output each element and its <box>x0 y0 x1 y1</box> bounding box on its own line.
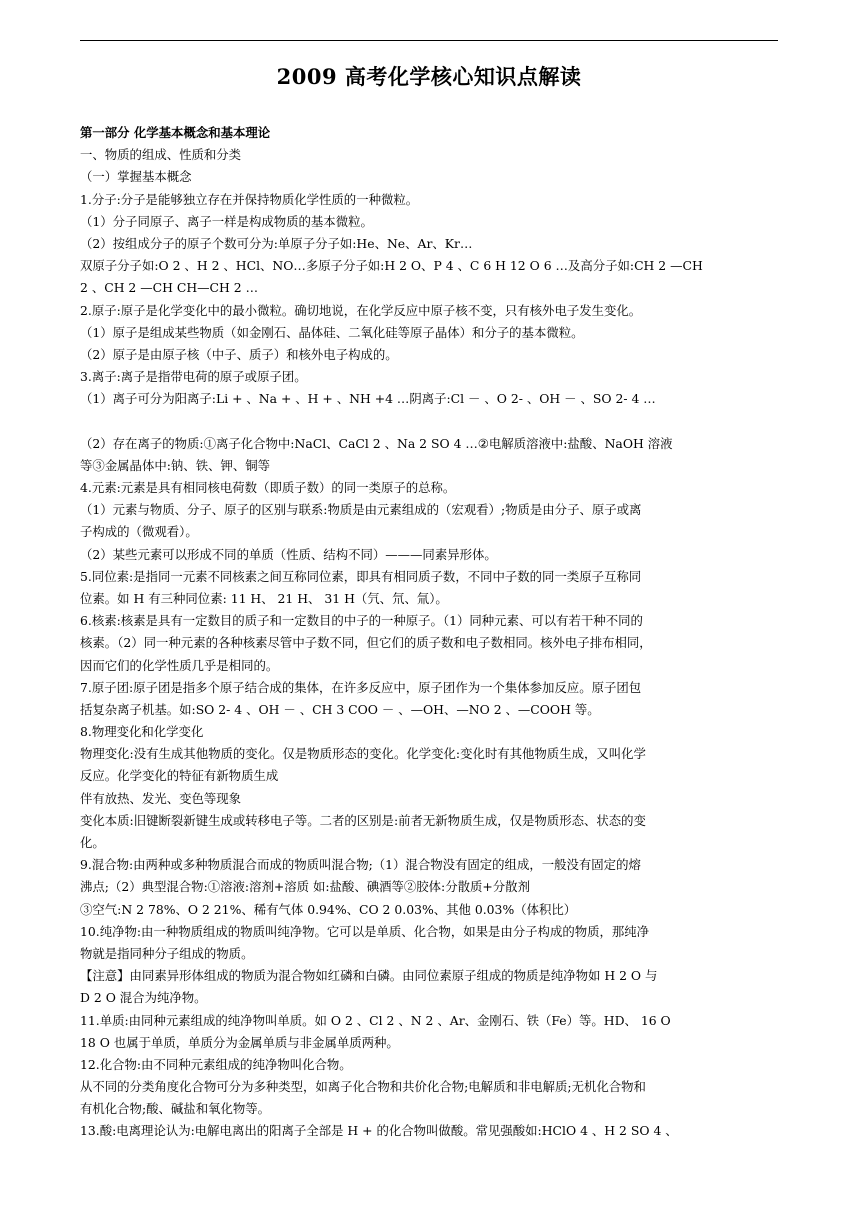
text-line: 8.物理变化和化学变化 <box>80 724 204 740</box>
text-line: 18 O 也属于单质，单质分为金属单质与非金属单质两种。 <box>80 1034 399 1050</box>
document-body <box>80 122 778 1143</box>
text-line: 伴有放热、发光、变色等现象 <box>80 790 242 806</box>
text-line: 括复杂离子机基。如:SO 2- 4 、OH － 、CH 3 COO － 、—OH、—NO 2 、—COOH 等。 <box>80 701 600 717</box>
text-line: 3.离子:离子是指带电荷的原子或原子团。 <box>80 369 307 385</box>
text-line: （2）存在离子的物质:①离子化合物中:NaCl、CaCl 2 、Na 2 SO 4 …②电解质溶液中:盐酸、NaOH 溶液 <box>80 435 673 451</box>
text-line: 1.分子:分子是能够独立存在并保持物质化学性质的一种微粒。 <box>80 191 419 207</box>
text-line: 一、物质的组成、性质和分类 <box>80 147 242 163</box>
text-line: 有机化合物;酸、碱盐和氧化物等。 <box>80 1101 271 1117</box>
text-line: 变化本质:旧键断裂新键生成或转移电子等。二者的区别是:前者无新物质生成，仅是物质形态、状态的变 <box>80 812 646 828</box>
text-line: 等③金属晶体中:钠、铁、钾、铜等 <box>80 457 271 473</box>
text-line: 5.同位素:是指同一元素不同核素之间互称同位素，即具有相同质子数，不同中子数的同一类原子互称同 <box>80 568 642 584</box>
text-line: 核素。（2）同一种元素的各种核素尽管中子数不同，但它们的质子数和电子数相同。核外电子排布相同， <box>80 635 652 651</box>
text-line: 子构成的（微观看）。 <box>80 524 198 540</box>
text-line: （1）元素与物质、分子、原子的区别与联系:物质是由元素组成的（宏观看）;物质是由分子、原子或离 <box>80 502 642 518</box>
header-rule <box>80 40 778 41</box>
text-line: （2）按组成分子的原子个数可分为:单原子分子如:He、Ne、Ar、Kr… <box>80 235 473 251</box>
text-line: 化。 <box>80 835 105 850</box>
section-heading: 第一部分 化学基本概念和基本理论 <box>80 125 271 140</box>
text-line: D 2 O 混合为纯净物。 <box>80 990 207 1006</box>
text-line: 2 、CH 2 —CH CH—CH 2 … <box>80 280 258 296</box>
text-line: （1）原子是组成某些物质（如金刚石、晶体硅、二氧化硅等原子晶体）和分子的基本微粒。 <box>80 324 584 340</box>
text-line: 4.元素:元素是具有相同核电荷数（即质子数）的同一类原子的总称。 <box>80 480 456 495</box>
text-line: 反应。化学变化的特征有新物质生成 <box>80 768 279 784</box>
text-line: （一）掌握基本概念 <box>80 169 192 185</box>
text-line: 11.单质:由同种元素组成的纯净物叫单质。如 O 2 、Cl 2 、N 2 、Ar、金刚石、铁（Fe）等。HD、 16 O <box>80 1012 671 1028</box>
text-line: 7.原子团:原子团是指多个原子结合成的集体，在许多反应中，原子团作为一个集体参加反应。原子团包 <box>80 679 642 695</box>
text-line: （1）分子同原子、离子一样是构成物质的基本微粒。 <box>80 213 373 229</box>
text-line: （2）某些元素可以形成不同的单质（性质、结构不同）———同素异形体。 <box>80 546 497 562</box>
blank-line <box>80 410 778 432</box>
text-line: 2.原子:原子是化学变化中的最小微粒。确切地说，在化学反应中原子核不变，只有核外电子发生变化。 <box>80 302 642 318</box>
text-line: （2）原子是由原子核（中子、质子）和核外电子构成的。 <box>80 346 398 362</box>
text-line: 沸点;（2）典型混合物:①溶液:溶剂+溶质 如:盐酸、碘酒等②胶体:分散质+分散剂 <box>80 879 530 895</box>
document-title: 2009 高考化学核心知识点解读 <box>276 64 582 89</box>
text-line: 物理变化:没有生成其他物质的变化。仅是物质形态的变化。化学变化:变化时有其他物质生成，又叫化学 <box>80 746 646 762</box>
text-line: 12.化合物:由不同种元素组成的纯净物叫化合物。 <box>80 1056 352 1072</box>
text-line: 物就是指同种分子组成的物质。 <box>80 945 254 961</box>
text-line: 【注意】由同素异形体组成的物质为混合物如红磷和白磷。由同位素原子组成的物质是纯净物如 H 2 O 与 <box>80 968 658 984</box>
text-line: 9.混合物:由两种或多种物质混合而成的物质叫混合物;（1）混合物没有固定的组成，一般没有固定的熔 <box>80 857 641 873</box>
text-line: （1）离子可分为阳离子:Li + 、Na + 、H + 、NH +4 …阴离子:Cl － 、O 2- 、OH － 、SO 2- 4 … <box>80 391 656 407</box>
text-line: 位素。如 H 有三种同位素: 11 H、 21 H、 31 H（氕、氘、氚）。 <box>80 590 448 606</box>
text-line: 13.酸:电离理论认为:电解电离出的阳离子全部是 H + 的化合物叫做酸。常见强酸如:HClO 4 、H 2 SO 4 、 <box>80 1123 678 1139</box>
text-line: ③空气:N 2 78%、O 2 21%、稀有气体 0.94%、CO 2 0.03%、其他 0.03%（体积比） <box>80 901 577 917</box>
text-line: 双原子分子如:O 2 、H 2 、HCl、NO…多原子分子如:H 2 O、P 4 、C 6 H 12 O 6 …及高分子如:CH 2 —CH <box>80 258 703 274</box>
text-line: 10.纯净物:由一种物质组成的物质叫纯净物。它可以是单质、化合物，如果是由分子构成的物质，那纯净 <box>80 923 650 939</box>
text-line: 因而它们的化学性质几乎是相同的。 <box>80 657 279 673</box>
text-line: 6.核素:核素是具有一定数目的质子和一定数目的中子的一种原子。（1）同种元素、可以有若干种不同的 <box>80 613 643 629</box>
text-line: 从不同的分类角度化合物可分为多种类型，如离子化合物和共价化合物;电解质和非电解质;无机化合物和 <box>80 1079 646 1095</box>
